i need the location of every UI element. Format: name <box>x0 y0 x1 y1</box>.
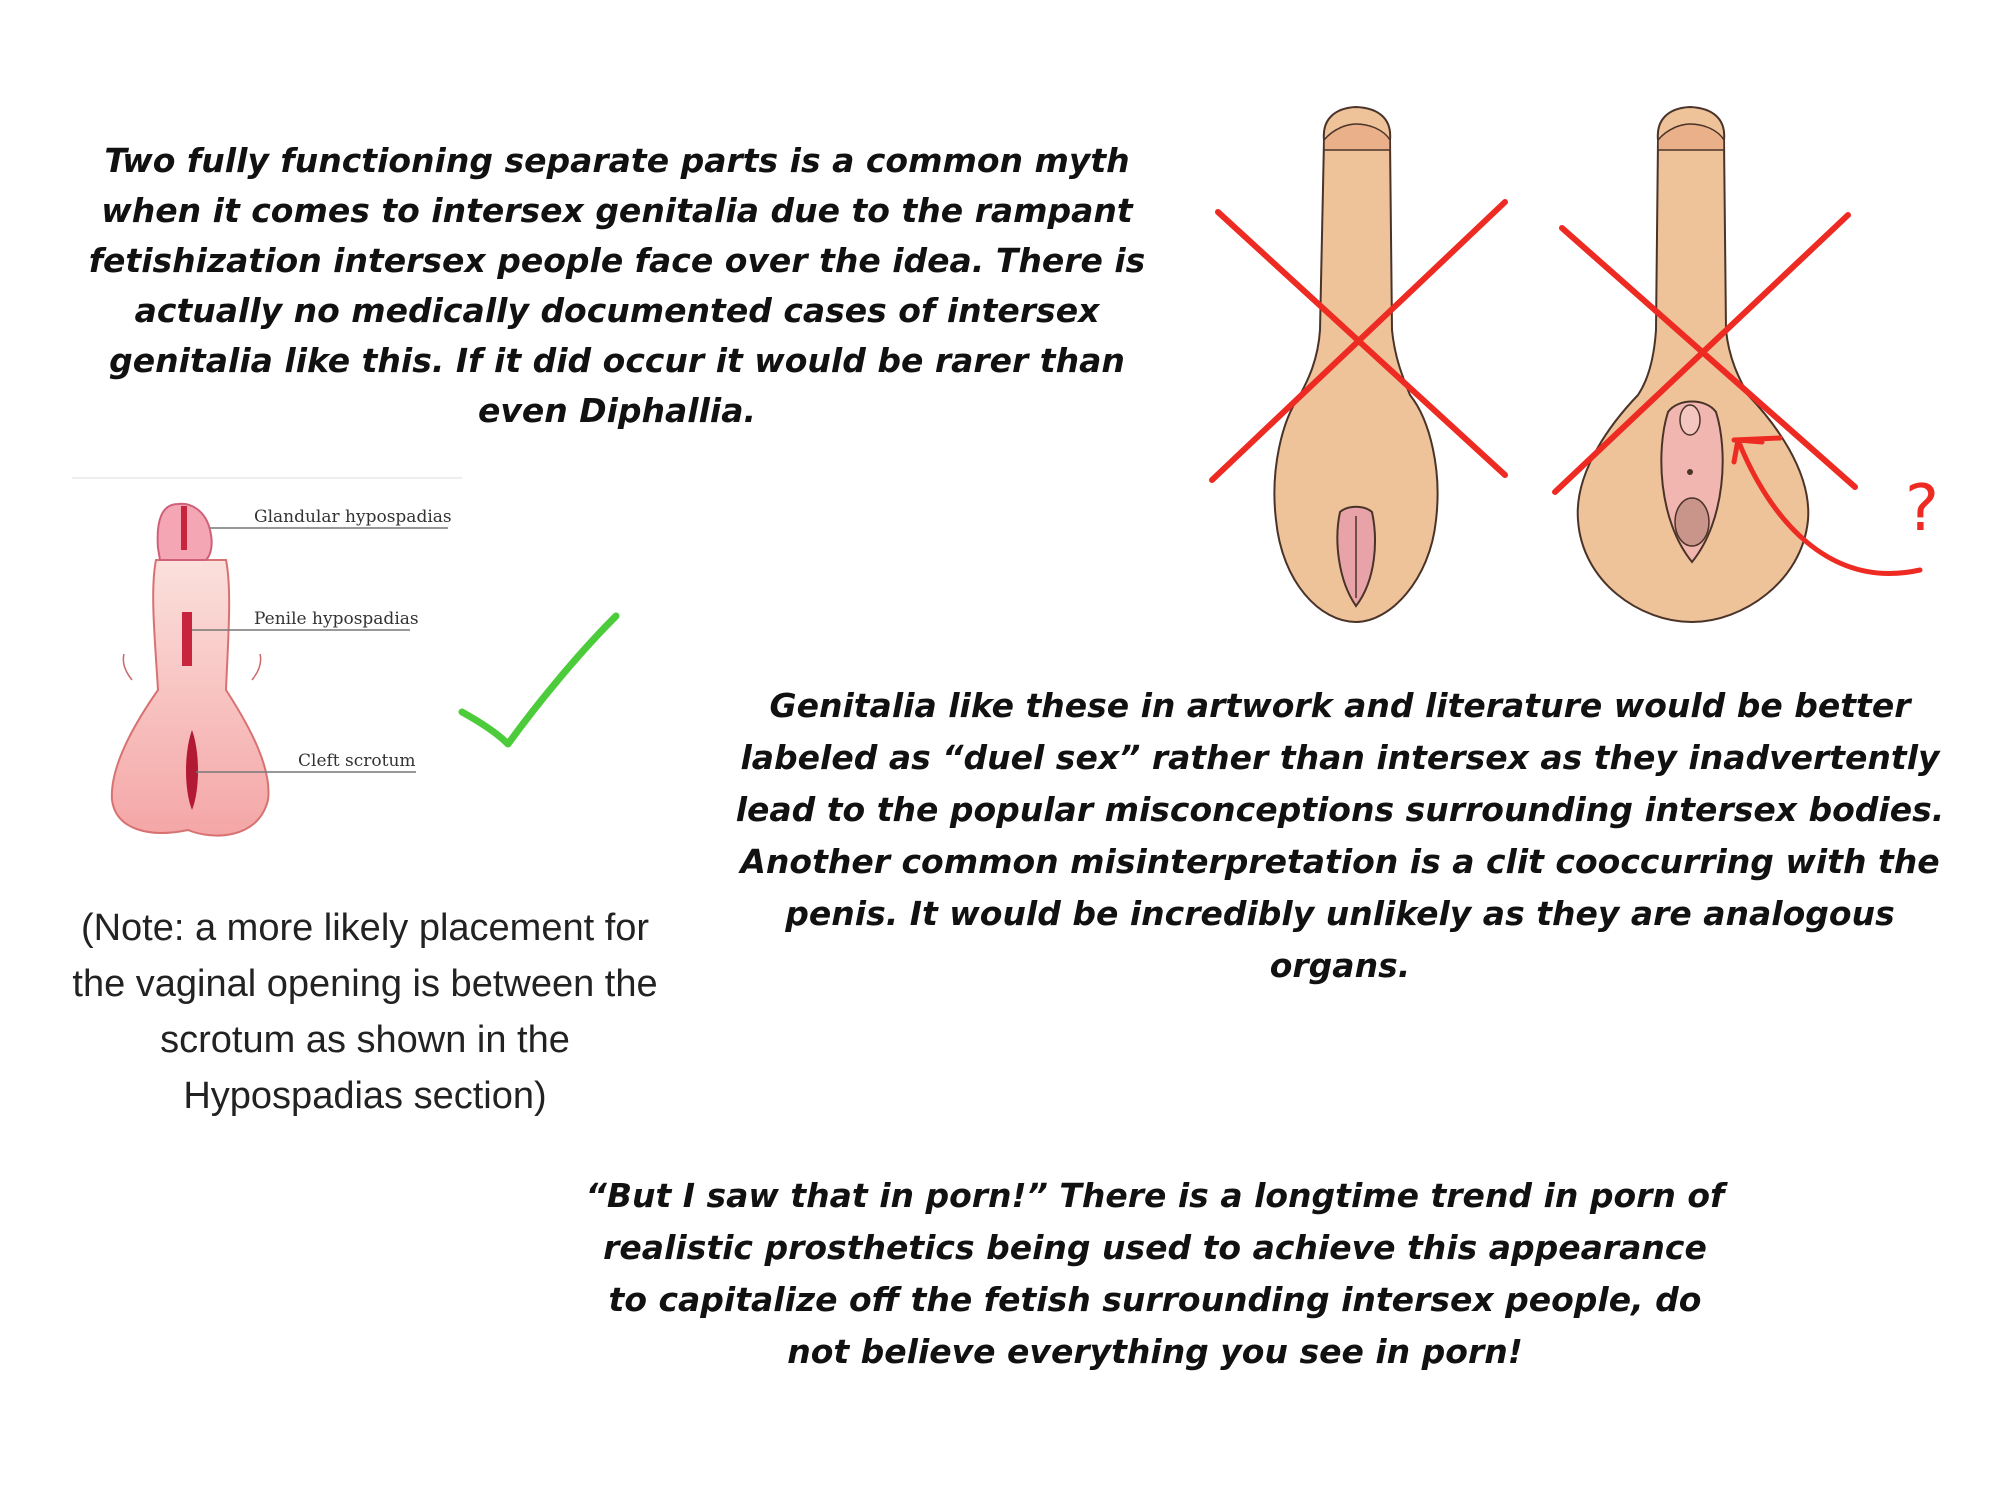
labeling-paragraph: Genitalia like these in artwork and literature would be better labeled as “duel sex” rather than intersex as they inadvertently lead to the popular misconceptions surrounding intersex bodies. Another common misinterpretation is a clit cooccurring with the penis. It would be incredibly unlikely as they are analogous organs. <box>735 686 1945 985</box>
porn-paragraph: “But I saw that in porn!” There is a longtime trend in porn of realistic prosthetics being used to achieve this appearance to capitalize off the fetish surrounding intersex people, do not believe everything you see in porn! <box>585 1176 1725 1371</box>
diagram-label-penile: Penile hypospadias <box>254 609 419 629</box>
myth-paragraph: Two fully functioning separate parts is a common myth when it comes to intersex genitalia due to the rampant fetishization intersex people face over the idea. There is actually no medically documented cases of intersex genitalia like this. If it did occur it would be rarer than even Diphallia. <box>88 141 1146 430</box>
question-mark-icon: ? <box>1905 472 1939 546</box>
diagram-label-glandular: Glandular hypospadias <box>254 507 452 527</box>
check-mark-icon <box>462 616 616 744</box>
note-paragraph: (Note: a more likely placement for the vaginal opening is between the scrotum as shown in the Hypospadias section) <box>72 907 658 1117</box>
diagram-label-cleft: Cleft scrotum <box>298 751 416 771</box>
